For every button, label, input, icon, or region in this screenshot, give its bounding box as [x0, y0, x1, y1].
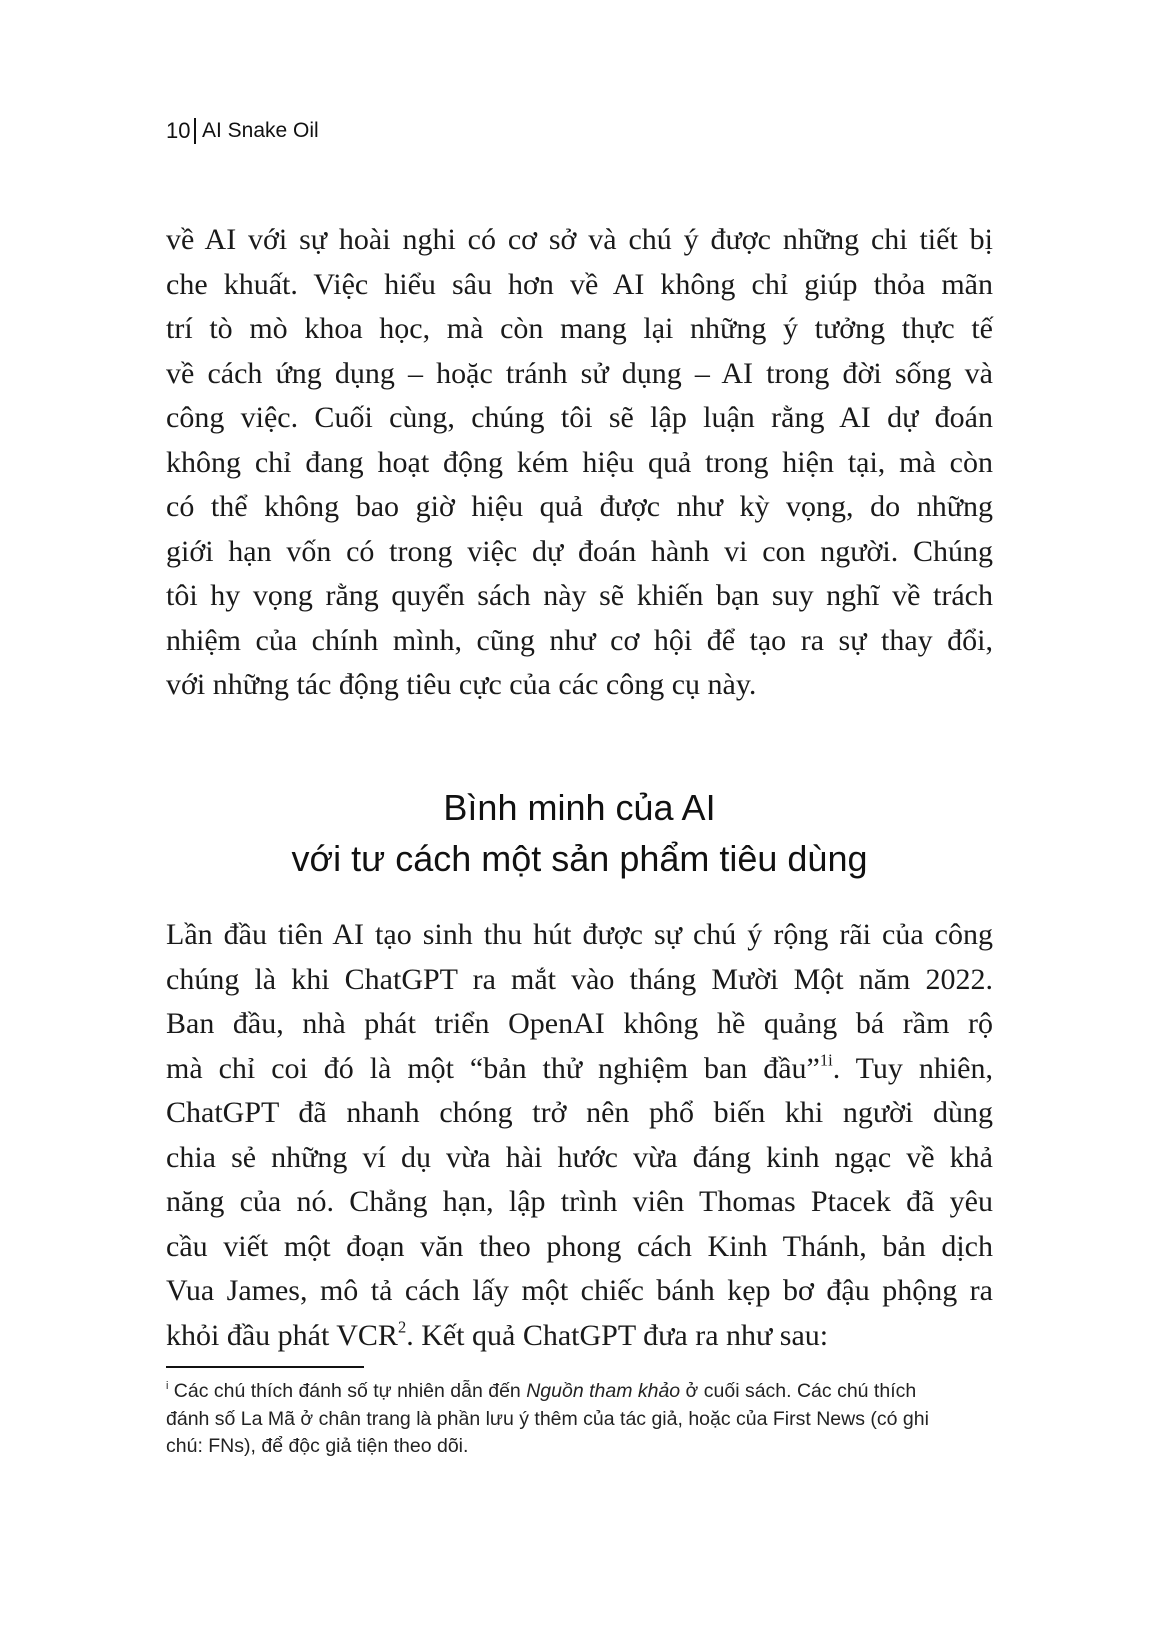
text-segment: Các chú thích đánh số tự nhiên dẫn đến: [168, 1380, 527, 1402]
text-line: nhiệm của chính mình, cũng như cơ hội để tạo ra sự thay đổi,: [166, 623, 993, 657]
body-paragraph-2: [166, 913, 993, 1358]
text-line: chúng là khi ChatGPT ra mắt vào tháng Mười Một năm 2022.: [166, 962, 993, 996]
book-title: AI Snake Oil: [201, 119, 319, 142]
text-line: [166, 1047, 993, 1092]
text-line: Ban đầu, nhà phát triển OpenAI không hề quảng bá rầm rộ: [166, 1007, 993, 1040]
body-paragraph-1: [166, 218, 993, 708]
footnote-line: đánh số La Mã ở chân trang là phần lưu ý thêm của tác giả, hoặc của First News (có ghi: [166, 1407, 929, 1430]
text-line: trí tò mò khoa học, mà còn mang lại những ý tưởng thực tế: [166, 312, 993, 345]
text-line: về cách ứng dụng – hoặc tránh sử dụng – AI trong đời sống và: [166, 356, 993, 390]
running-head: [166, 118, 319, 144]
text-line: năng của nó. Chẳng hạn, lập trình viên Thomas Ptacek đã yêu: [166, 1185, 993, 1218]
text-segment: . Tuy nhiên,: [832, 1051, 993, 1085]
section-heading: [166, 782, 993, 884]
text-segment: mà chỉ coi đó là một “bản thử nghiệm ban đầu”: [166, 1051, 820, 1085]
text-line: không chỉ đang hoạt động kém hiệu quả trong hiện tại, mà còn: [166, 445, 993, 479]
section-heading-line-1: Bình minh của AI: [443, 787, 716, 828]
text-line: [166, 1314, 993, 1359]
footnote: [166, 1378, 996, 1461]
text-segment: . Kết quả ChatGPT đưa ra như sau:: [406, 1318, 829, 1352]
text-line: ChatGPT đã nhanh chóng trở nên phổ biến khi người dùng: [166, 1096, 993, 1129]
section-heading-line-2: với tư cách một sản phẩm tiêu dùng: [291, 838, 868, 879]
page-number: 10: [166, 118, 191, 143]
text-segment: khỏi đầu phát VCR: [166, 1318, 398, 1352]
reference-marker[interactable]: 2: [397, 1317, 407, 1337]
text-segment: ở cuối sách. Các chú thích: [680, 1380, 917, 1402]
reference-marker[interactable]: 1i: [819, 1050, 833, 1070]
text-line: Vua James, mô tả cách lấy một chiếc bánh kẹp bơ đậu phộng ra: [166, 1274, 993, 1307]
footnote-line: [166, 1378, 996, 1406]
footnote-divider: [166, 1366, 364, 1368]
text-line: tôi hy vọng rằng quyển sách này sẽ khiến bạn suy nghĩ về trách: [166, 579, 993, 612]
footnote-marker: i: [166, 1379, 169, 1392]
text-line: chia sẻ những ví dụ vừa hài hước vừa đáng kinh ngạc về khả: [166, 1140, 993, 1174]
header-separator: [194, 118, 196, 144]
text-line: với những tác động tiêu cực của các công cụ này.: [166, 668, 757, 701]
italic-title: Nguồn tham khảo: [526, 1380, 681, 1402]
text-line: có thể không bao giờ hiệu quả được như kỳ vọng, do những: [166, 490, 993, 523]
text-line: cầu viết một đoạn văn theo phong cách Kinh Thánh, bản dịch: [166, 1229, 993, 1263]
text-line: về AI với sự hoài nghi có cơ sở và chú ý được những chi tiết bị: [166, 223, 993, 256]
text-line: Lần đầu tiên AI tạo sinh thu hút được sự chú ý rộng rãi của công: [166, 918, 993, 951]
text-line: che khuất. Việc hiểu sâu hơn về AI không chỉ giúp thỏa mãn: [166, 267, 993, 301]
footnote-line: chú: FNs), để độc giả tiện theo dõi.: [166, 1435, 469, 1457]
text-line: công việc. Cuối cùng, chúng tôi sẽ lập luận rằng AI dự đoán: [166, 401, 993, 434]
text-line: giới hạn vốn có trong việc dự đoán hành vi con người. Chúng: [166, 534, 993, 568]
